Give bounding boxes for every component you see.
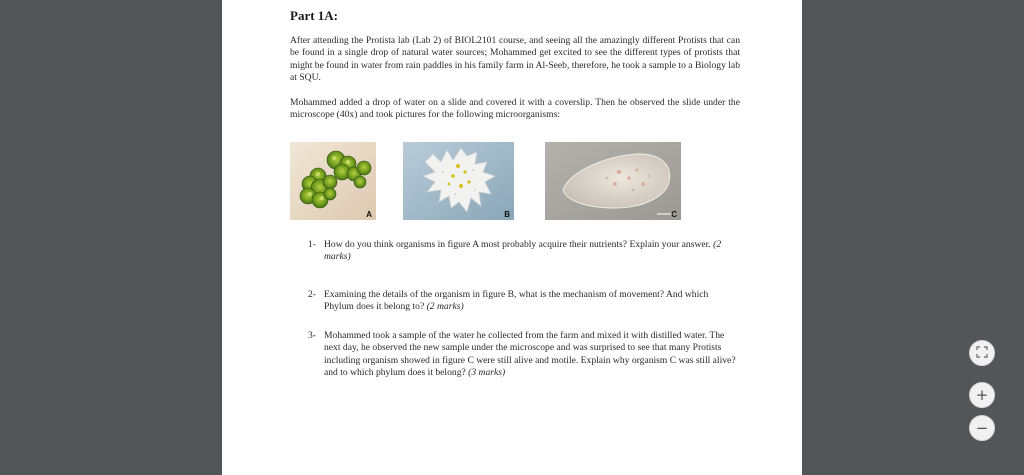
zoom-in-button[interactable]: + bbox=[969, 382, 995, 408]
figure-a-image bbox=[290, 142, 376, 220]
question-1 bbox=[308, 239, 738, 264]
question-number: 1- bbox=[308, 239, 316, 250]
question-marks: (3 marks) bbox=[468, 367, 506, 379]
question-text: Examining the details of the organism in figure B, what is the mechanism of movement? And which Phylum does it belong to? bbox=[324, 289, 709, 313]
question-text: How do you think organisms in figure A most probably acquire their nutrients? Explain your answer. bbox=[324, 239, 711, 250]
question-3 bbox=[308, 330, 738, 380]
question-body bbox=[324, 239, 738, 264]
fit-page-button[interactable] bbox=[969, 340, 995, 366]
figure-c-image bbox=[545, 142, 681, 220]
question-marks: (2 marks) bbox=[426, 301, 464, 313]
fit-page-icon bbox=[976, 346, 988, 361]
question-body bbox=[324, 289, 738, 314]
intro-paragraph: After attending the Protista lab (Lab 2) of BIOL2101 course, and seeing all the amazingly different Protists that can be found in a single drop of natural water sources; Mohammed get excited to see the different types of protists that might be found in water from rain paddles in his family farm in Al-Seeb, therefore, he took a sample to a Biology lab at SQU. bbox=[290, 35, 740, 84]
figure-b-image bbox=[403, 142, 514, 220]
section-heading: Part 1A: bbox=[290, 8, 339, 23]
question-marks: (2 marks) bbox=[324, 239, 722, 263]
question-text: Mohammed took a sample of the water he collected from the farm and mixed it with distilled water. The next day, he observed the new sample under the microscope and was surprised to see that many Protists including organism showed in figure C were still alive and motile. Explain why organism C was still alive? and to which phylum does it belong? bbox=[324, 330, 736, 379]
question-number: 2- bbox=[308, 289, 316, 300]
figure-c-label: C bbox=[671, 210, 677, 219]
question-number: 3- bbox=[308, 330, 316, 341]
document-page bbox=[222, 0, 802, 475]
zoom-out-button[interactable]: − bbox=[969, 415, 995, 441]
question-body bbox=[324, 330, 738, 380]
figure-b-label: B bbox=[504, 210, 510, 219]
method-paragraph: Mohammed added a drop of water on a slide and covered it with a coverslip. Then he observed the slide under the microscope (40x) and took pictures for the following microorganisms: bbox=[290, 97, 740, 121]
figure-a-label: A bbox=[366, 210, 372, 219]
question-2 bbox=[308, 289, 738, 314]
